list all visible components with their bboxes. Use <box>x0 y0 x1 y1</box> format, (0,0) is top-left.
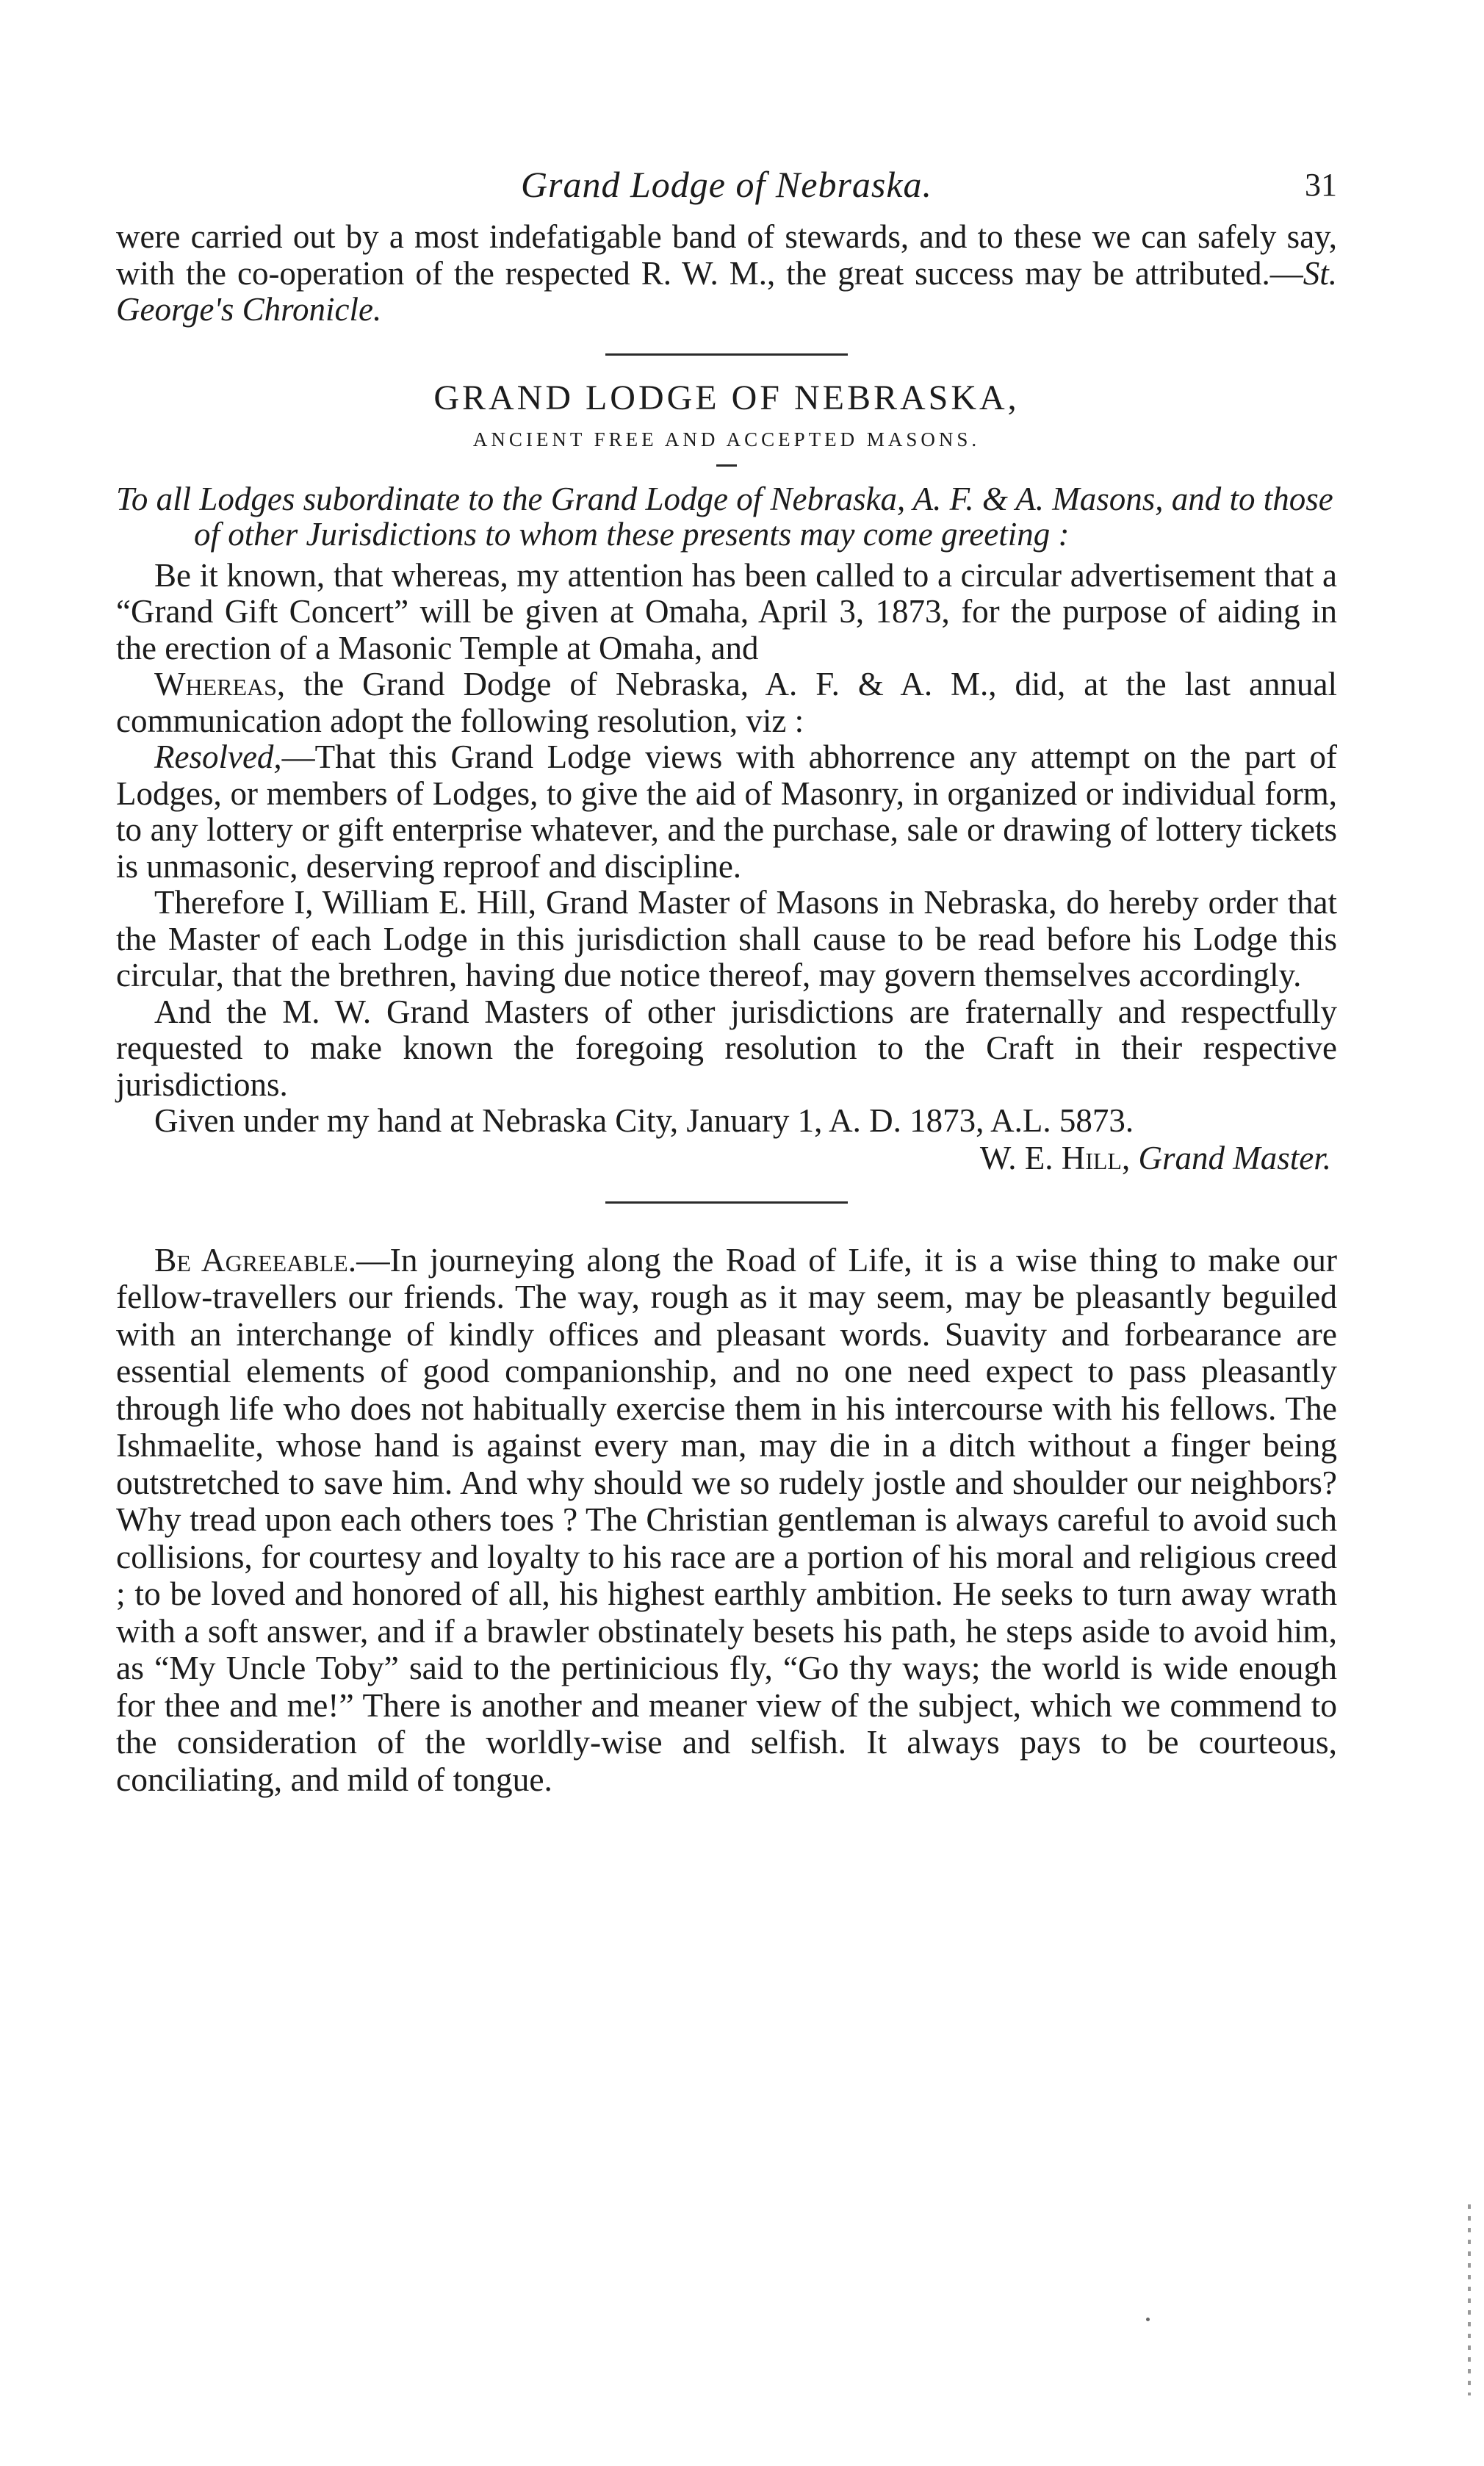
stray-mark <box>1146 2318 1150 2321</box>
whereas-lead: Whereas, <box>154 666 286 702</box>
signature-title: Grand Master. <box>1138 1139 1331 1176</box>
dateline-paragraph: Given under my hand at Nebraska City, January 1, A. D. 1873, A.L. 5873. <box>154 1102 1134 1139</box>
intro-source: St. George's Chronicle. <box>116 254 1337 328</box>
whereas-text: the Grand Dodge of Nebraska, A. F. & A. M., did, at the last annual communication adopt the following resolution, viz : <box>116 666 1337 739</box>
running-title: Grand Lodge of Nebraska. <box>520 164 933 205</box>
essay-paragraph <box>116 1242 1337 1799</box>
essay-lead: Be Agreeable. <box>154 1240 357 1279</box>
proclamation-paragraph-2 <box>116 666 1337 739</box>
running-head <box>116 163 1337 219</box>
signature-name: W. E. Hill, <box>979 1139 1131 1176</box>
proclamation-paragraph-1: Be it known, that whereas, my attention has been called to a circular advertisement that a “Grand Gift Concert” will be given at Omaha, April 3, 1873, for the purpose of aiding in the erection of a Masonic Temple at Omaha, and <box>116 556 1337 666</box>
article-subtitle: ANCIENT FREE AND ACCEPTED MASONS. <box>472 428 981 450</box>
book-page <box>116 163 1337 1798</box>
page-edge-marks <box>1468 2204 1471 2395</box>
article-title: GRAND LODGE OF NEBRASKA, <box>433 378 1020 417</box>
salutation: To all Lodges subordinate to the Grand Lodge of Nebraska, A. F. & A. Masons, and to those of other Jurisdictions to whom these presents may come greeting : <box>116 480 1333 553</box>
resolution-text: —That this Grand Lodge views with abhorrence any attempt on the part of Lodges, or members of Lodges, to give the aid of Masonry, in organized or individual form, to any lottery or gift enterprise whatever, and the purchase, sale or drawing of lottery tickets is unmasonic, deserving reproof and discipline. <box>116 738 1337 885</box>
page-number: 31 <box>1305 167 1337 203</box>
resolved-lead: Resolved, <box>154 738 282 775</box>
request-paragraph: And the M. W. Grand Masters of other jurisdictions are fraternally and respectfully requested to make known the foregoing resolution to the Craft in their respective jurisdictions. <box>116 993 1337 1103</box>
signature <box>116 1140 1337 1176</box>
intro-text: were carried out by a most indefatigable band of stewards, and to these we can safely say, with the co-operation of the respected R. W. M., the great success may be attributed.— <box>116 218 1337 292</box>
resolution-paragraph <box>116 739 1337 885</box>
essay-text: —In journeying along the Road of Life, it is a wise thing to make our fellow-travellers our friends. The way, rough as it may seem, may be pleasantly beguiled with an interchange of kindly offices and pleasant words. Suavity and forbearance are essential elements of good companionship, and no one need expect to pass pleasantly through life who does not habitually exercise them in his intercourse with his fellows. The Ishmaelite, whose hand is against every man, may die in a ditch without a finger being outstretched to save him. And why should we so rudely jostle and shoulder our neighbors? Why tread upon each others toes ? The Christian gentleman is always careful to avoid such collisions, for courtesy and loyalty to his race are a portion of his moral and religious creed ; to be loved and honored of all, his highest earthly ambition. He seeks to turn away wrath with a soft answer, and if a brawler obstinately besets his path, he steps aside to avoid him, as “My Uncle Toby” said to the pertinicious fly, “Go thy ways; the world is wide enough for thee and me!” There is another and meaner view of the subject, which we commend to the consideration of the worldly-wise and selfish. It always pays to be courteous, conciliating, and mild of tongue. <box>116 1240 1337 1798</box>
intro-paragraph <box>116 219 1337 328</box>
order-paragraph: Therefore I, William E. Hill, Grand Master of Masons in Nebraska, do hereby order that the Master of each Lodge in this jurisdiction shall cause to be read before his Lodge this circular, that the brethren, having due notice thereof, may govern themselves accordingly. <box>116 884 1337 993</box>
